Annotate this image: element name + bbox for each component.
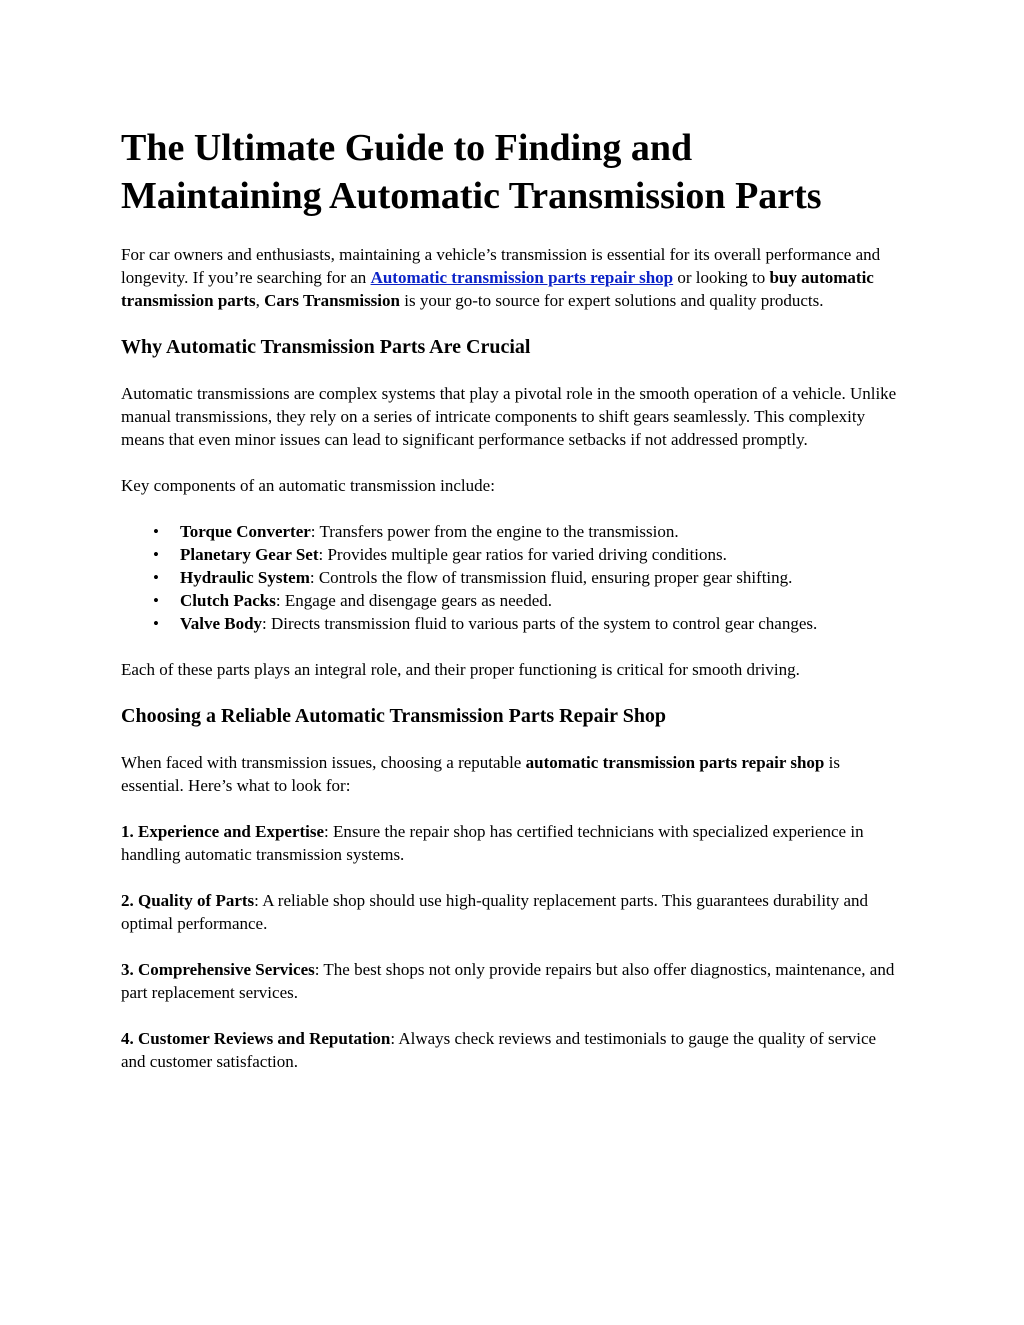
point-experience — [121, 820, 902, 866]
repair-shop-link[interactable]: Automatic transmission parts repair shop — [370, 268, 674, 287]
list-item-desc: : Directs transmission fluid to various parts of the system to control gear changes. — [262, 614, 818, 633]
intro-bold-1: buy automatic transmission parts — [121, 268, 874, 310]
bullet-icon: • — [153, 591, 159, 610]
intro-text-4: is your go-to source for expert solutions and quality products. — [399, 291, 824, 310]
section-heading-why: Why Automatic Transmission Parts Are Crucial — [121, 336, 531, 358]
list-item-desc: : Transfers power from the engine to the transmission. — [310, 522, 679, 541]
point-services — [121, 958, 902, 1004]
point-term: 3. Comprehensive Services — [121, 960, 315, 979]
list-item-desc: : Engage and disengage gears as needed. — [275, 591, 553, 610]
choosing-intro-text-2: is essential. Here’s what to look for: — [121, 753, 840, 795]
why-paragraph: Automatic transmissions are complex systems that play a pivotal role in the smooth operation of a vehicle. Unlike manual transmissions, they rely on a series of intricate components to shift gears seamlessly. This complexity means that even minor issues can lead to significant performance setbacks if not addressed promptly. — [121, 384, 897, 449]
choosing-intro-bold: automatic transmission parts repair shop — [525, 753, 825, 772]
page-title: The Ultimate Guide to Finding and Maintaining Automatic Transmission Parts — [121, 127, 822, 217]
list-item — [153, 612, 902, 635]
list-item — [153, 543, 902, 566]
point-desc: : Always check reviews and testimonials to gauge the quality of service and customer satisfaction. — [121, 1029, 877, 1071]
intro-bold-2: Cars Transmission — [264, 291, 400, 310]
bullet-icon: • — [153, 545, 159, 564]
choosing-intro — [121, 751, 902, 797]
point-term: 2. Quality of Parts — [121, 891, 255, 910]
list-item-term: Torque Converter — [180, 522, 311, 541]
bullet-icon: • — [153, 614, 159, 633]
list-item-term: Hydraulic System — [180, 568, 310, 587]
list-item-term: Clutch Packs — [180, 591, 276, 610]
intro-text-2: or looking to — [673, 268, 770, 287]
point-reviews — [121, 1027, 902, 1073]
list-item — [153, 566, 902, 589]
bullet-icon: • — [153, 522, 159, 541]
choosing-intro-text-1: When faced with transmission issues, choosing a reputable — [121, 753, 526, 772]
components-intro: Key components of an automatic transmission include: — [121, 476, 495, 495]
list-item-desc: : Controls the flow of transmission fluid, ensuring proper gear shifting. — [309, 568, 793, 587]
point-desc: : A reliable shop should use high-quality replacement parts. This guarantees durability and optimal performance. — [121, 891, 869, 933]
list-item-term: Valve Body — [180, 614, 263, 633]
intro-paragraph — [121, 243, 902, 312]
intro-text-1: For car owners and enthusiasts, maintaining a vehicle’s transmission is essential for its overall performance and longevity. If you’re searching for an — [121, 245, 881, 287]
components-closing: Each of these parts plays an integral role, and their proper functioning is critical for smooth driving. — [121, 660, 800, 679]
point-quality — [121, 889, 902, 935]
components-list — [121, 520, 902, 635]
point-term: 4. Customer Reviews and Reputation — [121, 1029, 391, 1048]
list-item-desc: : Provides multiple gear ratios for varied driving conditions. — [318, 545, 727, 564]
point-desc: : The best shops not only provide repairs but also offer diagnostics, maintenance, and part replacement services. — [121, 960, 895, 1002]
intro-text-3: , — [255, 291, 265, 310]
bullet-icon: • — [153, 568, 159, 587]
list-item-term: Planetary Gear Set — [180, 545, 319, 564]
point-term: 1. Experience and Expertise — [121, 822, 325, 841]
list-item — [153, 520, 902, 543]
point-desc: : Ensure the repair shop has certified technicians with specialized experience in handling automatic transmission systems. — [121, 822, 864, 864]
section-heading-choosing: Choosing a Reliable Automatic Transmission Parts Repair Shop — [121, 705, 667, 727]
list-item — [153, 589, 902, 612]
